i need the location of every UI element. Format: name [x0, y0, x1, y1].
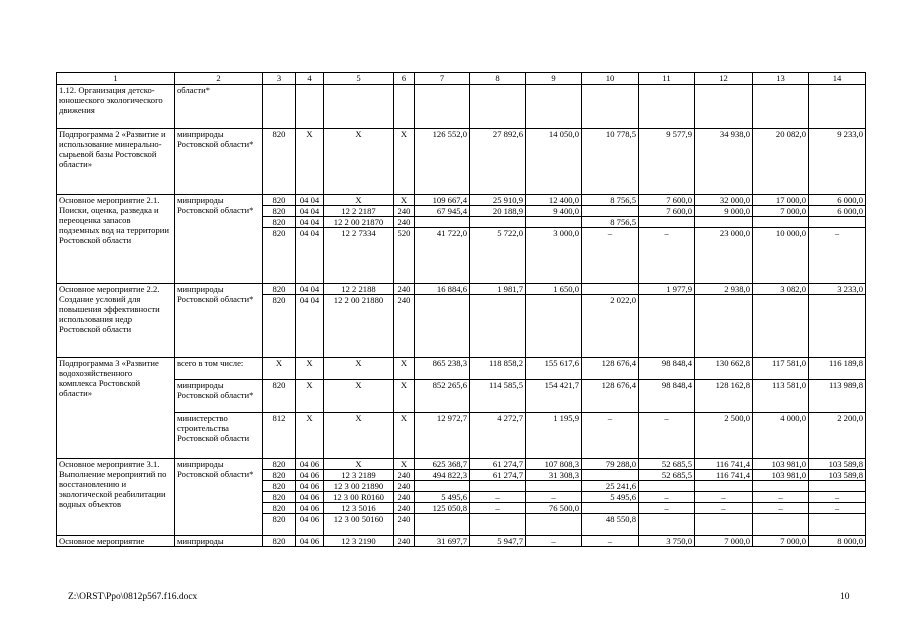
data-cell	[695, 295, 753, 358]
column-header: 7	[415, 73, 470, 85]
data-cell: 12 2 2188	[324, 284, 394, 295]
executor-cell: минприроды Ростовской области*	[175, 195, 263, 284]
data-cell: 9 577,9	[639, 129, 695, 195]
data-cell: –	[639, 413, 695, 459]
data-cell: 04 06	[296, 481, 324, 492]
data-cell: 130 662,8	[695, 358, 753, 380]
table-row	[57, 536, 866, 547]
data-cell: 625 368,7	[415, 459, 470, 470]
data-cell: Х	[296, 413, 324, 459]
data-cell: 820	[263, 228, 296, 284]
data-cell	[582, 470, 639, 481]
data-cell: 9 000,0	[695, 206, 753, 217]
data-cell: Х	[394, 459, 415, 470]
data-cell: 3 233,0	[809, 284, 866, 295]
data-cell: 61 274,7	[470, 470, 526, 481]
data-cell: 04 06	[296, 536, 324, 547]
table-row	[57, 195, 866, 206]
data-cell: Х	[324, 459, 394, 470]
data-cell: –	[695, 492, 753, 503]
data-cell: Х	[394, 380, 415, 413]
data-cell	[415, 514, 470, 536]
data-cell: 17 000,0	[753, 195, 809, 206]
data-cell: 25 241,6	[582, 481, 639, 492]
data-cell	[526, 295, 582, 358]
data-cell: 128 676,4	[582, 358, 639, 380]
data-cell: Х	[324, 413, 394, 459]
program-name-cell: Основное мероприятие 3.1. Выполнение мероприятий по восстановлению и экологической реабилитации водных объектов	[57, 459, 175, 536]
data-cell: –	[695, 503, 753, 514]
data-cell: 240	[394, 284, 415, 295]
data-cell	[695, 481, 753, 492]
executor-cell: министерство строительства Ростовской области	[175, 413, 263, 459]
data-cell	[639, 514, 695, 536]
column-header: 1	[57, 73, 175, 85]
data-cell: Х	[296, 358, 324, 380]
data-cell: 12 3 2189	[324, 470, 394, 481]
data-cell: 240	[394, 470, 415, 481]
data-cell: 98 848,4	[639, 380, 695, 413]
data-cell	[753, 295, 809, 358]
data-cell	[526, 481, 582, 492]
header-row	[57, 73, 866, 85]
data-cell: 23 000,0	[695, 228, 753, 284]
data-cell: 12 3 5016	[324, 503, 394, 514]
data-cell	[582, 503, 639, 514]
data-cell: 494 822,3	[415, 470, 470, 481]
data-cell: 240	[394, 514, 415, 536]
data-cell: 820	[263, 380, 296, 413]
data-cell: –	[470, 503, 526, 514]
data-cell: 240	[394, 492, 415, 503]
data-cell	[470, 217, 526, 228]
data-cell: 04 04	[296, 284, 324, 295]
data-cell: 12 3 00 21890	[324, 481, 394, 492]
data-cell: 04 06	[296, 503, 324, 514]
data-cell	[753, 85, 809, 129]
data-cell: –	[526, 536, 582, 547]
executor-cell: всего в том числе:	[175, 358, 263, 380]
data-cell: 41 722,0	[415, 228, 470, 284]
program-name-cell: Основное мероприятие 2.1. Поиски, оценка, разведка и переоценка запасов подземных вод на территории Ростовской области	[57, 195, 175, 284]
data-cell: 116 741,4	[695, 459, 753, 470]
data-cell: 3 082,0	[753, 284, 809, 295]
data-cell: 12 2 7334	[324, 228, 394, 284]
footer-file-path: Z:\ORST\Ppo\0812p567.f16.docx	[68, 592, 198, 602]
data-cell: Х	[394, 195, 415, 206]
data-cell: 820	[263, 481, 296, 492]
data-cell: –	[639, 228, 695, 284]
data-cell: 31 697,7	[415, 536, 470, 547]
data-cell: 1 981,7	[470, 284, 526, 295]
data-cell: 116 741,4	[695, 470, 753, 481]
data-cell: Х	[324, 380, 394, 413]
data-cell	[470, 481, 526, 492]
data-cell: 5 495,6	[582, 492, 639, 503]
data-cell	[809, 514, 866, 536]
column-header: 6	[394, 73, 415, 85]
data-cell: 12 3 00 50160	[324, 514, 394, 536]
data-cell: 8 756,5	[582, 217, 639, 228]
data-cell: 12 400,0	[526, 195, 582, 206]
data-cell	[809, 217, 866, 228]
table-row	[57, 380, 866, 413]
data-cell: 2 938,0	[695, 284, 753, 295]
executor-cell: минприроды Ростовской области*	[175, 380, 263, 413]
data-cell: 79 288,0	[582, 459, 639, 470]
data-cell: –	[753, 503, 809, 514]
column-header: 11	[639, 73, 695, 85]
data-cell	[582, 206, 639, 217]
data-cell: 7 000,0	[753, 536, 809, 547]
data-cell: 31 308,3	[526, 470, 582, 481]
column-header: 10	[582, 73, 639, 85]
data-cell: 04 06	[296, 492, 324, 503]
column-header: 2	[175, 73, 263, 85]
data-cell: 04 04	[296, 228, 324, 284]
data-cell	[582, 85, 639, 129]
data-cell	[809, 481, 866, 492]
data-cell: 20 082,0	[753, 129, 809, 195]
data-cell: 820	[263, 536, 296, 547]
data-cell	[753, 514, 809, 536]
table-row	[57, 358, 866, 380]
data-cell: 76 500,0	[526, 503, 582, 514]
data-cell	[526, 85, 582, 129]
data-cell: 04 04	[296, 217, 324, 228]
data-cell: 2 500,0	[695, 413, 753, 459]
data-cell	[415, 481, 470, 492]
data-cell: 16 884,6	[415, 284, 470, 295]
column-header: 5	[324, 73, 394, 85]
data-cell: 20 188,9	[470, 206, 526, 217]
data-cell: 2 022,0	[582, 295, 639, 358]
data-cell: 6 000,0	[809, 206, 866, 217]
column-header: 13	[753, 73, 809, 85]
data-cell	[753, 217, 809, 228]
data-cell	[582, 284, 639, 295]
data-cell	[415, 217, 470, 228]
data-cell: 103 981,0	[753, 470, 809, 481]
data-cell: 04 04	[296, 295, 324, 358]
column-header: 12	[695, 73, 753, 85]
executor-cell: минприроды	[175, 536, 263, 547]
column-header: 14	[809, 73, 866, 85]
data-cell	[753, 481, 809, 492]
data-cell: 5 722,0	[470, 228, 526, 284]
data-cell: 820	[263, 284, 296, 295]
data-cell: –	[809, 492, 866, 503]
data-cell: 820	[263, 217, 296, 228]
data-cell: 128 162,8	[695, 380, 753, 413]
data-cell: 107 808,3	[526, 459, 582, 470]
data-cell: 14 050,0	[526, 129, 582, 195]
data-cell: 6 000,0	[809, 195, 866, 206]
data-cell: 12 972,7	[415, 413, 470, 459]
data-cell: 113 989,8	[809, 380, 866, 413]
data-cell: 4 272,7	[470, 413, 526, 459]
data-cell: 118 858,2	[470, 358, 526, 380]
data-cell: 820	[263, 206, 296, 217]
data-cell: 103 589,8	[809, 470, 866, 481]
data-cell	[415, 295, 470, 358]
data-cell: 128 676,4	[582, 380, 639, 413]
data-cell	[296, 85, 324, 129]
data-cell	[394, 85, 415, 129]
data-cell: 240	[394, 503, 415, 514]
data-cell	[809, 295, 866, 358]
page-number: 10	[840, 592, 850, 602]
data-cell: 8 756,5	[582, 195, 639, 206]
data-cell: 114 585,5	[470, 380, 526, 413]
executor-cell: минприроды Ростовской области*	[175, 129, 263, 195]
executor-cell: минприроды Ростовской области*	[175, 459, 263, 536]
data-cell: 103 589,8	[809, 459, 866, 470]
data-cell: 126 552,0	[415, 129, 470, 195]
data-cell	[639, 295, 695, 358]
data-cell: 1 977,9	[639, 284, 695, 295]
data-cell: 820	[263, 129, 296, 195]
data-cell	[526, 514, 582, 536]
data-cell: Х	[394, 129, 415, 195]
column-header: 9	[526, 73, 582, 85]
data-cell: 12 2 00 21870	[324, 217, 394, 228]
data-cell	[415, 85, 470, 129]
data-cell: 7 600,0	[639, 206, 695, 217]
data-cell: 04 06	[296, 470, 324, 481]
data-cell: –	[753, 492, 809, 503]
executor-cell: области*	[175, 85, 263, 129]
table-row	[57, 85, 866, 129]
data-cell: 520	[394, 228, 415, 284]
data-cell: 103 981,0	[753, 459, 809, 470]
data-cell: 113 581,0	[753, 380, 809, 413]
data-cell	[639, 481, 695, 492]
table-row	[57, 459, 866, 470]
data-cell: 12 3 00 R0160	[324, 492, 394, 503]
data-cell: 1 195,9	[526, 413, 582, 459]
data-cell: 4 000,0	[753, 413, 809, 459]
program-name-cell: Основное мероприятие 2.2. Создание условий для повышения эффективности использования недр Ростовской области	[57, 284, 175, 358]
data-cell: –	[582, 228, 639, 284]
data-cell: 61 274,7	[470, 459, 526, 470]
data-cell: Х	[394, 358, 415, 380]
data-cell: 2 200,0	[809, 413, 866, 459]
data-cell: –	[582, 413, 639, 459]
data-cell: 154 421,7	[526, 380, 582, 413]
data-cell: 52 685,5	[639, 459, 695, 470]
data-cell: –	[809, 228, 866, 284]
data-cell: 3 750,0	[639, 536, 695, 547]
data-cell: 12 3 2190	[324, 536, 394, 547]
data-cell: –	[639, 503, 695, 514]
data-cell: 820	[263, 195, 296, 206]
data-cell	[263, 85, 296, 129]
data-cell: 240	[394, 536, 415, 547]
data-cell	[526, 217, 582, 228]
data-cell	[470, 85, 526, 129]
data-cell: 9 233,0	[809, 129, 866, 195]
data-cell: 27 892,6	[470, 129, 526, 195]
data-cell: 04 04	[296, 195, 324, 206]
table-row	[57, 284, 866, 295]
data-cell: 04 06	[296, 514, 324, 536]
table-row	[57, 413, 866, 459]
data-cell: 04 04	[296, 206, 324, 217]
data-cell: 820	[263, 514, 296, 536]
data-cell: 12 2 2187	[324, 206, 394, 217]
data-cell	[809, 85, 866, 129]
data-cell: 865 238,3	[415, 358, 470, 380]
program-name-cell: Основное мероприятие	[57, 536, 175, 547]
data-cell: 240	[394, 217, 415, 228]
data-cell: 32 000,0	[695, 195, 753, 206]
data-cell: 116 189,8	[809, 358, 866, 380]
data-cell: 117 581,0	[753, 358, 809, 380]
data-cell: 98 848,4	[639, 358, 695, 380]
data-cell: 34 938,0	[695, 129, 753, 195]
data-cell: 7 600,0	[639, 195, 695, 206]
data-cell: 3 000,0	[526, 228, 582, 284]
data-cell: Х	[263, 358, 296, 380]
data-cell: –	[582, 536, 639, 547]
data-cell: 10 000,0	[753, 228, 809, 284]
data-cell	[695, 85, 753, 129]
data-cell: 820	[263, 459, 296, 470]
data-cell	[470, 295, 526, 358]
data-cell: 812	[263, 413, 296, 459]
data-cell: 48 550,8	[582, 514, 639, 536]
data-cell: 5 947,7	[470, 536, 526, 547]
program-name-cell: 1.12. Организация детско-юношеского экологического движения	[57, 85, 175, 129]
program-name-cell: Подпрограмма 3 «Развитие водохозяйственного комплекса Ростовской области»	[57, 358, 175, 459]
data-cell: 820	[263, 492, 296, 503]
data-cell: 109 667,4	[415, 195, 470, 206]
column-header: 8	[470, 73, 526, 85]
data-cell: –	[470, 492, 526, 503]
data-cell: –	[809, 503, 866, 514]
data-cell: 155 617,6	[526, 358, 582, 380]
data-cell	[695, 217, 753, 228]
data-cell: 7 000,0	[753, 206, 809, 217]
data-cell: 04 06	[296, 459, 324, 470]
data-cell: Х	[324, 358, 394, 380]
data-cell	[639, 85, 695, 129]
data-cell: 25 910,9	[470, 195, 526, 206]
data-cell	[470, 514, 526, 536]
data-cell: 67 945,4	[415, 206, 470, 217]
column-header: 3	[263, 73, 296, 85]
column-header: 4	[296, 73, 324, 85]
data-cell	[324, 85, 394, 129]
data-cell	[695, 514, 753, 536]
data-cell: Х	[324, 195, 394, 206]
data-cell: –	[526, 492, 582, 503]
data-cell: –	[639, 492, 695, 503]
data-cell: Х	[296, 380, 324, 413]
data-cell: 820	[263, 503, 296, 514]
data-cell: 240	[394, 481, 415, 492]
data-cell: 9 400,0	[526, 206, 582, 217]
data-cell: 820	[263, 295, 296, 358]
budget-table	[56, 72, 866, 547]
data-cell: 1 650,0	[526, 284, 582, 295]
data-cell: 852 265,6	[415, 380, 470, 413]
table-row	[57, 129, 866, 195]
data-cell: 7 000,0	[695, 536, 753, 547]
data-cell: 240	[394, 295, 415, 358]
data-cell: 125 050,8	[415, 503, 470, 514]
data-cell: 12 2 00 21880	[324, 295, 394, 358]
executor-cell: минприроды Ростовской области*	[175, 284, 263, 358]
data-cell	[639, 217, 695, 228]
data-cell: Х	[324, 129, 394, 195]
data-cell: 820	[263, 470, 296, 481]
program-name-cell: Подпрограмма 2 «Развитие и использование минерально-сырьевой базы Ростовской области»	[57, 129, 175, 195]
data-cell: 240	[394, 206, 415, 217]
data-cell: Х	[296, 129, 324, 195]
data-cell: Х	[394, 413, 415, 459]
data-cell: 52 685,5	[639, 470, 695, 481]
data-cell: 10 778,5	[582, 129, 639, 195]
data-cell: 5 495,6	[415, 492, 470, 503]
data-cell: 8 000,0	[809, 536, 866, 547]
